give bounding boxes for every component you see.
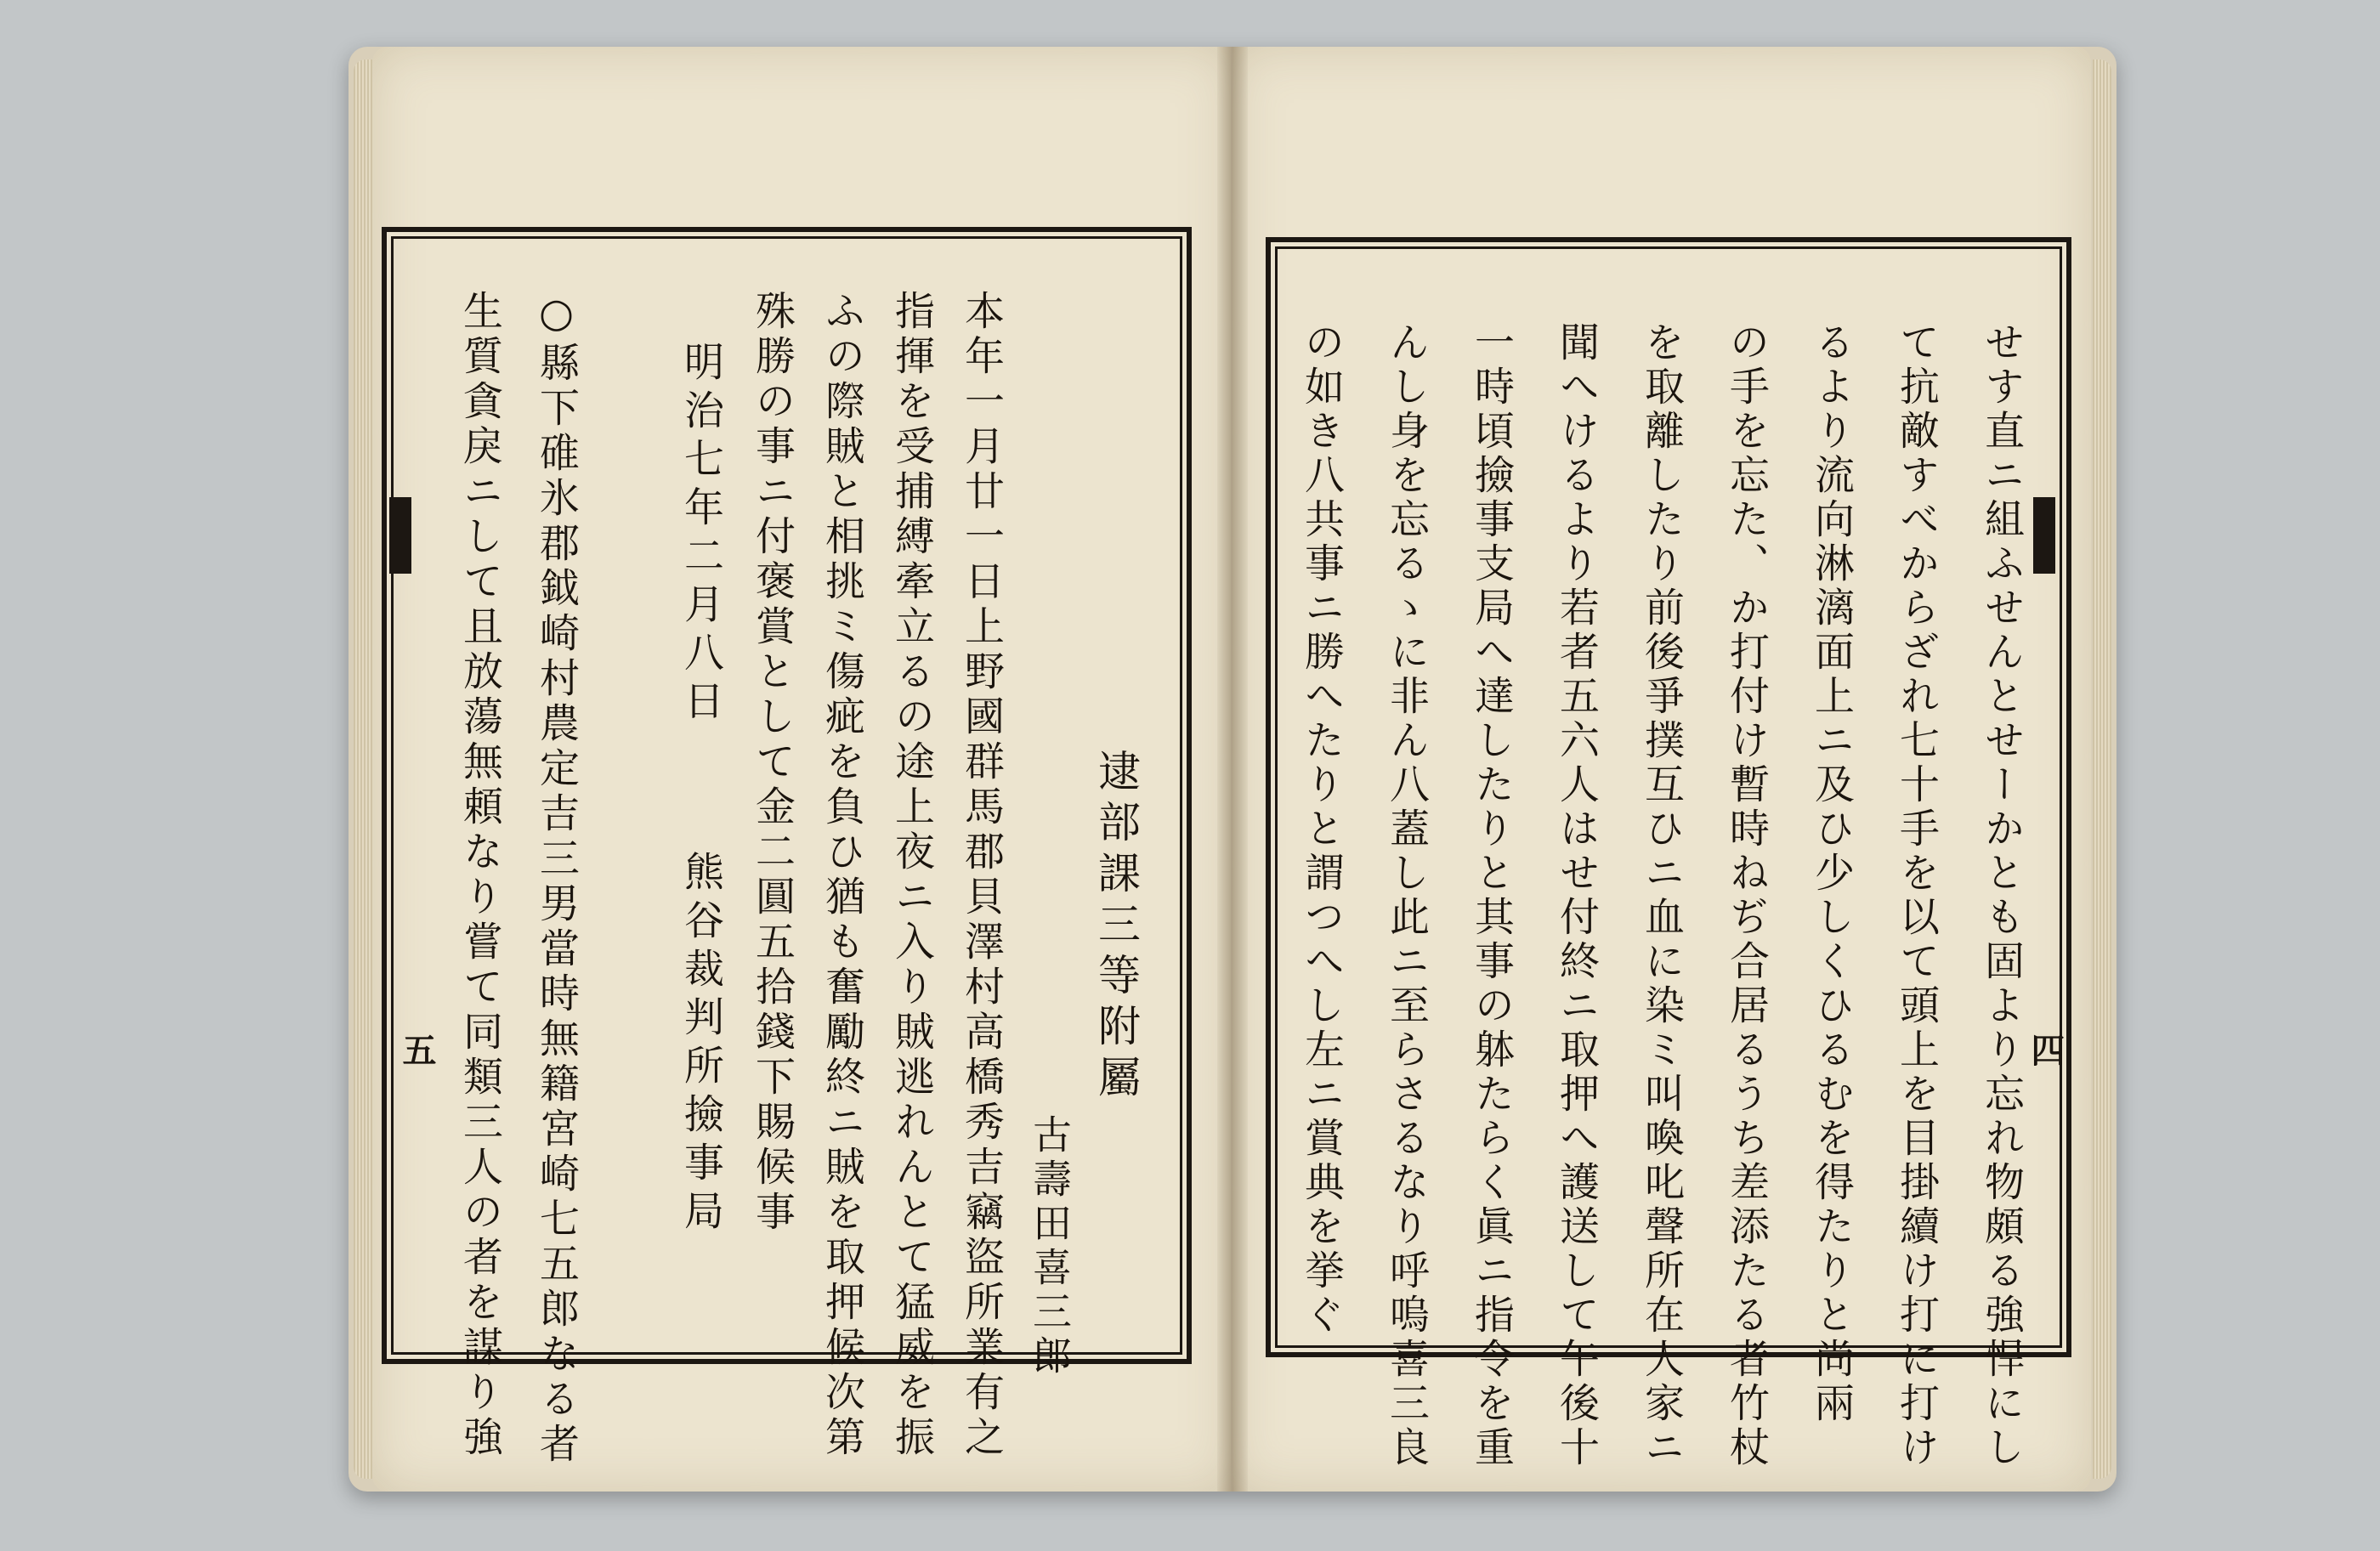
left-body-column-3: ふの際賊と相挑ミ傷疵を負ひ猶も奮勵終ニ賊を取押候次第 (819, 290, 865, 1461)
date-line: 明治七年二月八日 (677, 341, 724, 728)
page-edges-right (2093, 59, 2111, 1479)
book-gutter (1217, 47, 1248, 1492)
left-body-column-6: 生質貪戾ニして且放蕩無頼なり嘗て同類三人の者を謀り強 (456, 290, 503, 1461)
right-body-column-3: るより流向淋漓面上ニ及ひ少しくひるむを得たりと尚兩 (1808, 321, 1855, 1426)
right-body-column-8: んし身を忘るゝに非ん八蓋し此ニ至らさるなり呼嗚喜三良 (1383, 321, 1430, 1470)
right-body-column-1: せす直ニ組ふせんとせーかとも固より忘れ物頗る強悍にし (1978, 321, 2025, 1470)
right-body-column-9: の如き八共事ニ勝へたりと謂つへし左ニ賞典を挙ぐ (1298, 321, 1345, 1338)
right-body-column-7: 一時頃撿事支局へ達したりと其事の躰たらく眞ニ指令を重 (1468, 321, 1515, 1470)
header-name: 古壽田喜三郎 (1027, 1114, 1073, 1379)
right-page-frame (1275, 246, 2062, 1470)
left-page-frame (391, 236, 1182, 1468)
header-title: 逮部課三等附屬 (1091, 749, 1141, 1106)
left-body-column-5: ○縣下碓氷郡鉞崎村農定吉三男當時無籍宮崎七五郎なる者 (533, 290, 580, 1468)
left-margin-tab (389, 497, 411, 574)
issuer-line: 熊谷裁判所撿事局 (677, 851, 724, 1238)
left-body-column-4: 殊勝の事ニ付褒賞として金二圓五拾錢下賜候事 (749, 290, 796, 1236)
right-margin-tab (2033, 497, 2055, 574)
left-body-column-2: 指揮を受捕縛牽立るの途上夜ニ入り賊逃れんとて猛威を振 (888, 290, 935, 1461)
right-body-column-4: の手を忘た、か打付け暫時ねぢ合居るうち差添たる者竹杖 (1723, 321, 1770, 1470)
left-body-column-1: 本年一月廿一日上野國群馬郡貝澤村高橋秀吉竊盜所業有之 (958, 290, 1005, 1461)
right-body-column-6: 聞へけるより若者五六人はせ付終ニ取押へ護送して午後十 (1553, 321, 1600, 1470)
right-body-column-2: て抗敵すべからざれ七十手を以て頭上を目掛續け打に打け (1893, 321, 1940, 1470)
right-body-column-5: を取離したり前後爭撲互ひニ血に染ミ叫喚叱聲所在人家ニ (1638, 321, 1685, 1470)
page-edges-left (354, 59, 372, 1479)
left-folio-number: 五 (397, 1033, 437, 1067)
right-folio-number: 四 (2026, 1033, 2066, 1067)
